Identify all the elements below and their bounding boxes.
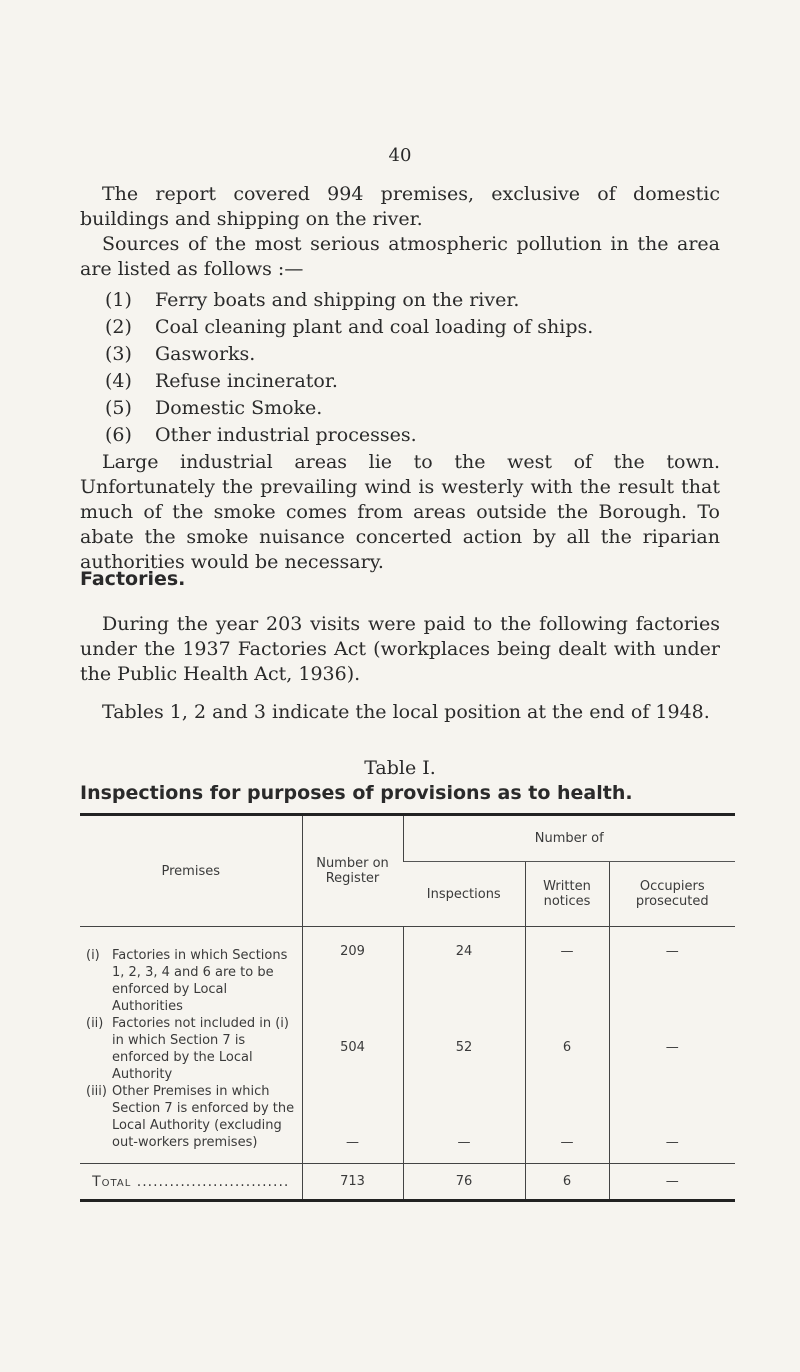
total-inspections: 76 [403, 1164, 525, 1201]
list-item: (2) Coal cleaning plant and coal loading of ships. [105, 316, 594, 338]
total-written-notices: 6 [525, 1164, 609, 1201]
table-row [80, 927, 735, 1164]
occupiers-prosecuted-cell: — — — [609, 927, 735, 1164]
list-item: (1) Ferry boats and shipping on the river. [105, 289, 520, 311]
header-number-of: Number of [403, 815, 735, 862]
table-title: Table I. [364, 757, 436, 779]
header-register: Number on Register [302, 815, 403, 927]
header-written-notices: Written notices [525, 862, 609, 927]
table-heading: Inspections for purposes of provisions as to health. [80, 782, 633, 804]
register-cell: 209 504 — [302, 927, 403, 1164]
premises-cell: (i) Factories in which Sections 1, 2, 3, 4 and 6 are to be enforced by Local Authorities (ii) Factories not included in (i) in which Section 7 is enforced by the Local Authority (iii) Other Premises in which Section 7 is enforced by the Local Authority (excluding out-workers premises) [86, 948, 295, 1150]
sources-list [105, 287, 705, 449]
total-occupiers-prosecuted: — [609, 1164, 735, 1201]
paragraph-tables-intro: Tables 1, 2 and 3 indicate the local position at the end of 1948. [102, 701, 710, 723]
paragraph-factories-visits: During the year 203 visits were paid to the following factories under the 1937 Factories Act (workplaces being dealt with under the Public Health Act, 1936). [80, 613, 720, 685]
inspections-cell: 24 52 — [403, 927, 525, 1164]
header-premises: Premises [80, 815, 302, 927]
page-number: 40 [388, 145, 412, 166]
header-occupiers-prosecuted: Occupiers prosecuted [609, 862, 735, 927]
total-register: 713 [302, 1164, 403, 1201]
factories-heading: Factories. [80, 568, 186, 590]
header-inspections: Inspections [403, 862, 525, 927]
list-item: (6) Other industrial processes. [105, 424, 417, 446]
list-item: (4) Refuse incinerator. [105, 370, 338, 392]
list-item: (3) Gasworks. [105, 343, 256, 365]
paragraph-sources-intro: Sources of the most serious atmospheric pollution in the area are listed as follows :— [80, 233, 720, 280]
inspections-table [80, 813, 735, 1202]
paragraph-industrial-areas: Large industrial areas lie to the west of the town. Unfortunately the prevailing wind is westerly with the result that much of the smoke comes from areas outside the Borough. To abate the smoke nuisance concerted action by all the riparian authorities would be necessary. [80, 451, 720, 573]
total-row [80, 1164, 735, 1201]
written-notices-cell: — 6 — [525, 927, 609, 1164]
list-item: (5) Domestic Smoke. [105, 397, 323, 419]
paragraph-premises: The report covered 994 premises, exclusive of domestic buildings and shipping on the river. [80, 183, 720, 230]
total-label: Total ............................ [80, 1164, 302, 1201]
